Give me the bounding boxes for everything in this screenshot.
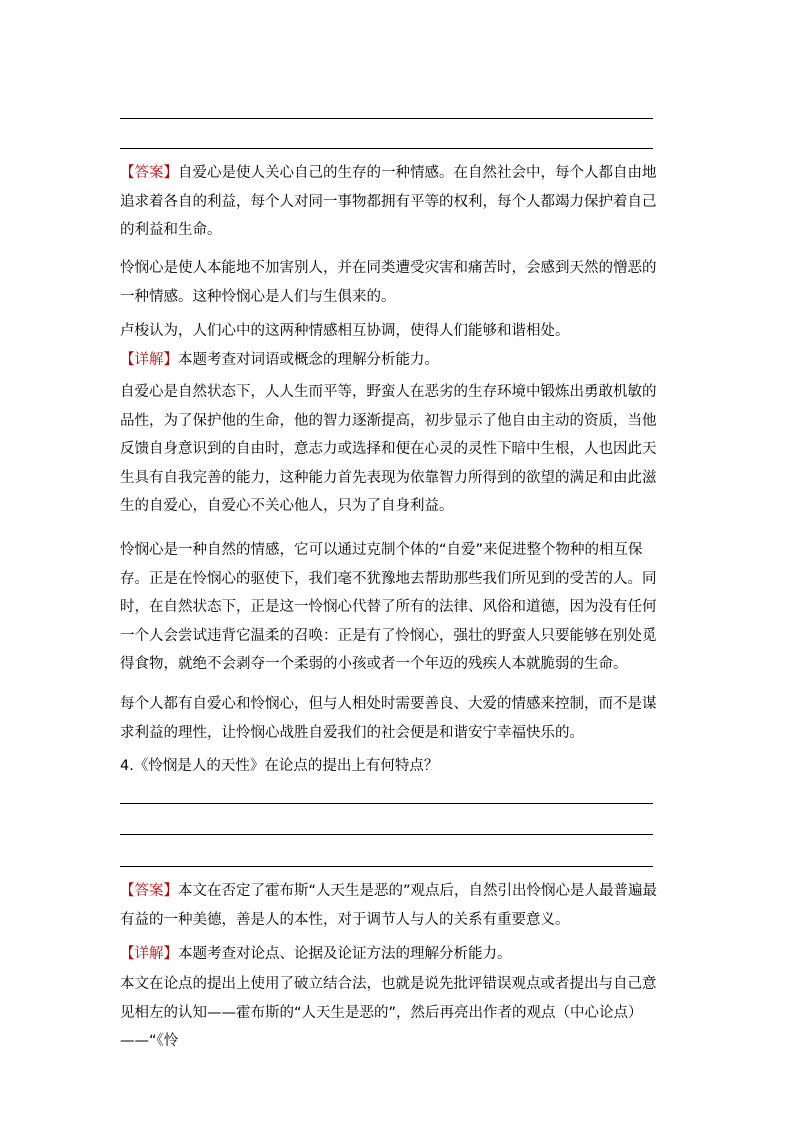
detail-4-text: 本题考查对论点、论据及论证方法的理解分析能力。 [178, 946, 512, 962]
detail-3-p3: 每个人都有自爱心和怜悯心，但与人相处时需要善良、大爱的情感来控制，而不是谋求利益的理性，让怜悯心战胜自爱我们的社会便是和谐安宁幸福快乐的。 [120, 696, 657, 741]
answer-3-p2: 怜悯心是使人本能地不加害别人，并在同类遭受灾害和痛苦时，会感到天然的憎恶的一种情感。这种怜悯心是人们与生俱来的。 [120, 260, 657, 305]
detail-3-p2: 怜悯心是一种自然的情感，它可以通过克制个体的“自爱”来促进整个物种的相互保存。正是在怜悯心的驱使下，我们毫不犹豫地去帮助那些我们所见到的受苦的人。同时，在自然状态下，正是这一怜悯心代替了所有的法律、风俗和道德，因为没有任何一个人会尝试违背它温柔的召唤：正是有了怜悯心，强壮的野蛮人只要能够在别处觅得食物，就绝不会剥夺一个柔弱的小孩或者一个年迈的残疾人本就脆弱的生命。 [120, 542, 657, 672]
answer-3-text: 自爱心是使人关心自己的生存的一种情感。在自然社会中，每个人都自由地追求着各自的利益，每个人对同一事物都拥有平等的权利，每个人都竭力保护着自己的利益和生命。 [120, 165, 657, 238]
answer-line [120, 803, 653, 804]
answer-line [120, 118, 653, 119]
detail-label: 【详解】 [120, 946, 178, 962]
answer-line [120, 148, 653, 149]
detail-4-p1: 本文在论点的提出上使用了破立结合法，也就是说先批评错误观点或者提出与自己意见相左的认知——霍布斯的“人天生是恶的”，然后再亮出作者的观点（中心论点）——“《怜 [120, 976, 657, 1049]
answer-line [120, 866, 653, 867]
answer-3-paragraph [120, 159, 660, 245]
detail-label: 【详解】 [120, 352, 178, 368]
answer-line [120, 834, 653, 835]
answer-3-p3: 卢梭认为，人们心中的这两种情感相互协调，使得人们能够和谐相处。 [120, 323, 570, 339]
question-4: 4.《怜悯是人的天性》在论点的提出上有何特点？ [120, 758, 439, 774]
detail-3-text: 本题考查对词语或概念的理解分析能力。 [178, 352, 439, 368]
answer-4-paragraph [120, 877, 660, 934]
answer-label: 【答案】 [120, 165, 178, 181]
detail-3-heading [120, 346, 660, 375]
detail-3-p1: 自爱心是自然状态下，人人生而平等，野蛮人在恶劣的生存环境中锻炼出勇敢机敏的品性，为了保护他的生命，他的智力逐渐提高，初步显示了他自由主动的资质，当他反馈自身意识到的自由时，意志力或选择和便在心灵的灵性下暗中生根，人也因此天生具有自我完善的能力，这种能力首先表现为依靠智力所得到的欲望的满足和由此滋生的自爱心，自爱心不关心他人，只为了自身利益。 [120, 384, 657, 514]
detail-4-heading [120, 940, 660, 969]
answer-label: 【答案】 [120, 883, 178, 899]
answer-4-text: 本文在否定了霍布斯“人天生是恶的”观点后，自然引出怜悯心是人最普遍最有益的一种美德，善是人的本性，对于调节人与人的关系有重要意义。 [120, 883, 658, 928]
